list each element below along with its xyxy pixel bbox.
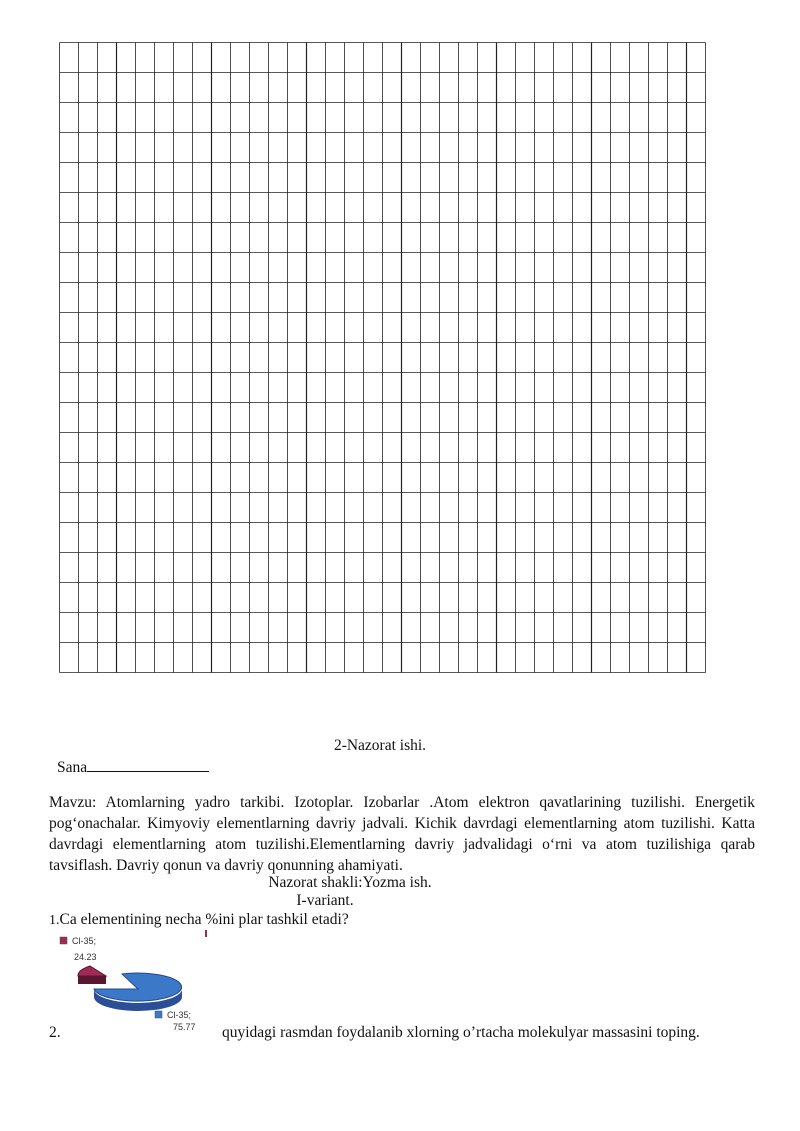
date-label: Sana: [57, 759, 88, 776]
question-2-number: 2.: [49, 1024, 61, 1041]
page-title: 2-Nazorat ishi.: [333, 737, 427, 754]
answer-grid: [59, 42, 706, 673]
slice-2-label: Cl-35;: [167, 1010, 192, 1020]
topic-paragraph: Mavzu: Atomlarning yadro tarkibi. Izotoplar. Izobarlar .Atom elektron qavatlarining tuzilishi. Energetik pog‘onachalar. Kimyoviy elementlarning davriy jadvali. Kichik davrdagi elementlarning atom tuzilishi. Katta davrdagi elementlarning atom tuzilishi.Elementlarning davriy jadvalidagi o‘rni va atom tuzilishiga qarab tavsiflash. Davriy qonun va davriy qonunning ahamiyati.: [49, 794, 755, 874]
slice-2-value: 75.77: [173, 1022, 196, 1032]
question-1-text: Ca elementining necha %ini plar tashkil etadi?: [59, 911, 349, 928]
legend-marker-1: [60, 937, 67, 944]
pie-slice-1-side: [78, 976, 106, 984]
question-1-number: 1.: [49, 913, 60, 928]
variant-label: I-variant.: [296, 892, 354, 909]
legend-marker-2: [155, 1011, 162, 1018]
date-blank[interactable]: [87, 756, 209, 772]
stray-mark: [205, 930, 207, 937]
slice-1-value: 24.23: [74, 952, 97, 962]
date-line: [57, 756, 209, 778]
question-2-text: quyidagi rasmdan foydalanib xlorning o’rtacha molekulyar massasini toping.: [222, 1024, 700, 1041]
isotope-pie-chart: [58, 928, 228, 1032]
slice-1-label: Cl-35;: [72, 936, 97, 946]
assessment-form: Nazorat shakli:Yozma ish.: [268, 874, 432, 891]
pie-slice-1: [78, 966, 106, 976]
pie-slice-2: [94, 973, 182, 1001]
